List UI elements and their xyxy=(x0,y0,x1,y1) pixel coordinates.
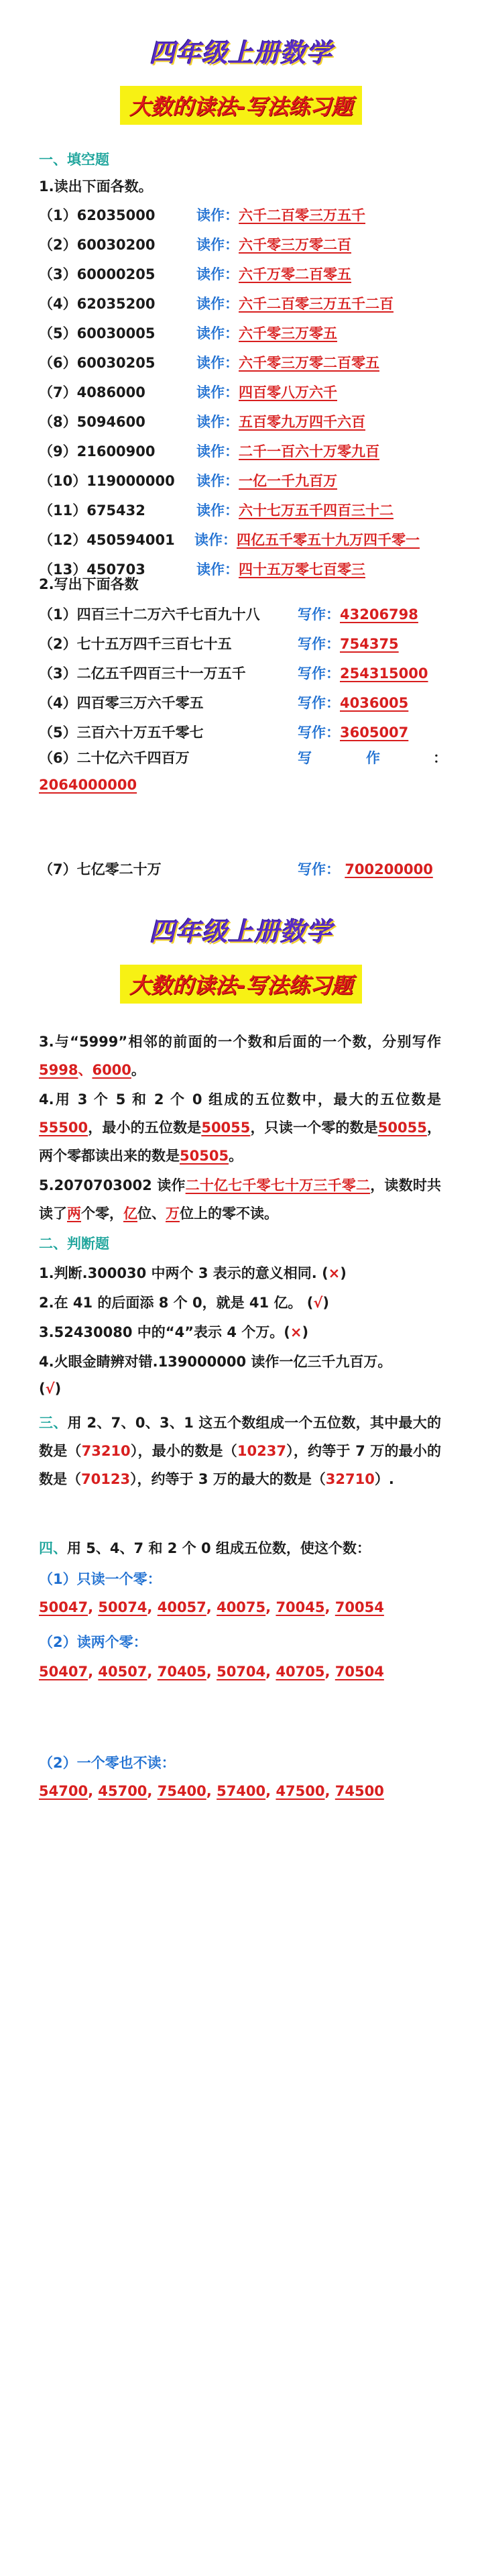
j3-mark: × xyxy=(290,1324,302,1340)
answer-separator: , xyxy=(265,1599,276,1615)
read-label: 读作： xyxy=(196,325,239,341)
question-5 xyxy=(39,1171,441,1228)
answer-number: 70054 xyxy=(335,1599,384,1615)
write-item xyxy=(39,722,204,742)
read-label: 读作： xyxy=(196,414,239,430)
read-item-answer: 六千零三万零二百零五 xyxy=(239,355,379,371)
write-item-6-answer xyxy=(39,777,137,793)
read-item-answer-row xyxy=(194,529,420,549)
read-item-answer-row xyxy=(196,500,394,520)
read-item-number: （7）4086000 xyxy=(39,384,145,400)
s4-part-1-answers xyxy=(39,1599,384,1615)
read-item-number: （10）119000000 xyxy=(39,473,175,489)
answer-separator: , xyxy=(206,1664,217,1680)
write-item-number: （5）三百六十万五千零七 xyxy=(39,724,204,741)
read-label: 读作： xyxy=(196,561,239,578)
read-label: 读作： xyxy=(196,502,239,519)
s4-part-2-text: （2）读两个零： xyxy=(39,1634,147,1650)
answer-separator: , xyxy=(324,1783,335,1799)
read-item-answer: 六千零三万零五 xyxy=(239,325,337,341)
write-item-number: （3）二亿五千四百三十一万五千 xyxy=(39,665,246,682)
q4-answer-4: 50505 xyxy=(180,1148,229,1164)
answer-number: 74500 xyxy=(335,1783,384,1799)
j2-end: ) xyxy=(322,1295,329,1311)
q4-mid-1: ，最小的五位数是 xyxy=(88,1120,202,1136)
read-item-answer-row xyxy=(196,559,365,579)
page-title: 四年级上册数学 xyxy=(149,38,333,68)
s3-mid-2: ），约等于 7 万的最小的数是（ xyxy=(39,1443,442,1487)
write-item-answer-row xyxy=(298,692,408,712)
answer-number: 57400 xyxy=(217,1783,266,1799)
s3-answer-2: 10237 xyxy=(237,1443,286,1459)
read-item-answer-row xyxy=(196,323,337,343)
write-label: 写作： xyxy=(298,606,340,623)
answer-number: 50704 xyxy=(217,1664,266,1680)
write-label: 写作： xyxy=(298,724,340,741)
read-item xyxy=(39,470,175,490)
read-item xyxy=(39,264,156,284)
read-item-number: （13）450703 xyxy=(39,561,145,578)
q5-end: 位上的零不读。 xyxy=(180,1205,278,1222)
j4-mark: √ xyxy=(45,1381,55,1397)
write-item-6 xyxy=(39,747,190,767)
write-item-answer: 3605007 xyxy=(340,724,409,741)
s3-mid-3: ），约等于 3 万的最大的数是（ xyxy=(130,1471,326,1487)
read-item-number: （9）21600900 xyxy=(39,443,156,460)
read-item-answer-row xyxy=(196,352,379,372)
question-4 xyxy=(39,1085,441,1170)
read-item-answer: 六十七万五千四百三十二 xyxy=(239,502,394,519)
q5-mid-2: 个零， xyxy=(81,1205,123,1222)
write-item xyxy=(39,692,204,712)
q4-answer-1: 55500 xyxy=(39,1120,88,1136)
answer-number: 70045 xyxy=(276,1599,325,1615)
page-subtitle-2: 大数的读法-写法练习题 xyxy=(120,965,362,1004)
read-item xyxy=(39,529,175,549)
j3-text: 3.52430080 中的“4”表示 4 个万。( xyxy=(39,1324,290,1340)
write-item-7-label xyxy=(298,859,433,879)
read-item-answer: 五百零九万四千六百 xyxy=(239,414,365,430)
answer-number: 40057 xyxy=(157,1599,206,1615)
read-item-answer-row xyxy=(196,441,379,461)
write-item-6-answer-text: 2064000000 xyxy=(39,777,137,793)
write-item-number: （1）四百三十二万六千七百九十八 xyxy=(39,606,260,623)
read-item-number: （2）60030200 xyxy=(39,237,156,253)
read-item-answer-row xyxy=(196,411,365,431)
q4-mid-3: ，两个零都读出来的数是 xyxy=(39,1120,441,1164)
q5-mid-3: 位、 xyxy=(137,1205,166,1222)
question-3 xyxy=(39,1028,441,1084)
read-label: 读作： xyxy=(196,355,239,371)
j1-mark: × xyxy=(328,1265,341,1281)
write-label: 写作： xyxy=(298,695,340,711)
write-label-b: 作 xyxy=(366,750,380,766)
write-item xyxy=(39,604,260,624)
read-label: 读作： xyxy=(196,237,239,253)
q3-end: 。 xyxy=(131,1062,145,1078)
read-item-answer: 四十五万零七百零三 xyxy=(239,561,365,578)
read-item-answer: 二千一百六十万零九百 xyxy=(239,443,379,460)
read-label: 读作： xyxy=(196,207,239,223)
s4-part-3-answers xyxy=(39,1783,384,1799)
answer-separator: , xyxy=(147,1783,158,1799)
q5-answer-1: 二十亿七千零七十万三千零二 xyxy=(185,1177,371,1193)
subtitle-wrap xyxy=(0,86,482,125)
q4-answer-2: 50055 xyxy=(201,1120,251,1136)
judge-item-4 xyxy=(39,1351,391,1371)
read-item xyxy=(39,205,156,225)
j2-mark: √ xyxy=(313,1295,323,1311)
write-item-answer: 754375 xyxy=(340,636,399,652)
read-item xyxy=(39,352,156,372)
write-label: 写作： xyxy=(298,665,340,682)
s4-part-2-answers xyxy=(39,1664,384,1680)
answer-separator: , xyxy=(265,1664,276,1680)
answer-number: 54700 xyxy=(39,1783,88,1799)
read-item-answer: 六千二百零三万五千 xyxy=(239,207,365,223)
q4-mid-2: ，只读一个零的数是 xyxy=(250,1120,378,1136)
answer-number: 45700 xyxy=(98,1783,147,1799)
write-colon: ： xyxy=(433,750,447,766)
write-item-7-number: （7）七亿零二十万 xyxy=(39,861,162,877)
read-item-answer-row xyxy=(196,293,394,313)
section-4-question xyxy=(39,1538,371,1558)
read-item xyxy=(39,500,145,520)
read-item xyxy=(39,323,156,343)
answer-number: 75400 xyxy=(157,1783,206,1799)
write-item-answer-row xyxy=(298,663,428,683)
s3-answer-3: 70123 xyxy=(81,1471,131,1487)
q3-answer-1: 5998 xyxy=(39,1062,78,1078)
answer-separator: , xyxy=(147,1599,158,1615)
answer-number: 50407 xyxy=(39,1664,88,1680)
read-item-number: （11）675432 xyxy=(39,502,145,519)
read-item-answer-row xyxy=(196,205,365,225)
j4-open: ( xyxy=(39,1381,46,1397)
s3-mid-1: ），最小的数是（ xyxy=(130,1443,237,1459)
q4-answer-3: 50055 xyxy=(377,1120,427,1136)
read-item xyxy=(39,234,156,254)
read-item xyxy=(39,411,145,431)
q4-text: 4.用 3 个 5 和 2 个 0 组成的五位数中，最大的五位数是 xyxy=(39,1091,441,1108)
read-label: 读作： xyxy=(196,443,239,460)
write-item-6-label xyxy=(298,747,312,767)
answer-number: 40705 xyxy=(276,1664,325,1680)
judge-item-1 xyxy=(39,1263,347,1283)
s4-part-3-label xyxy=(39,1752,176,1772)
write-item xyxy=(39,633,232,653)
answer-separator: , xyxy=(88,1664,99,1680)
read-label: 读作： xyxy=(196,473,239,489)
page-subtitle: 大数的读法-写法练习题 xyxy=(120,86,362,125)
read-item-answer: 六千二百零三万五千二百 xyxy=(239,296,394,312)
read-item-number: （6）60030205 xyxy=(39,355,156,371)
write-item-answer: 4036005 xyxy=(340,695,409,711)
q5-text: 5.2070703002 读作 xyxy=(39,1177,186,1193)
write-item-number: （2）七十五万四千三百七十五 xyxy=(39,636,232,652)
j2-text: 2.在 41 的后面添 8 个 0，就是 41 亿。 ( xyxy=(39,1295,314,1311)
j1-end: ) xyxy=(340,1265,347,1281)
q5-answer-2: 两 xyxy=(67,1205,81,1222)
s3-text: 用 2、7、0、3、1 这五个数组成一个五位数，其中最大的数是（ xyxy=(39,1415,441,1459)
answer-separator: , xyxy=(265,1783,276,1799)
read-item-number: （8）5094600 xyxy=(39,414,145,430)
read-label: 读作： xyxy=(196,384,239,400)
q4-end: 。 xyxy=(229,1148,243,1164)
q3-answer-2: 6000 xyxy=(92,1062,131,1078)
answer-number: 50047 xyxy=(39,1599,88,1615)
write-item-answer: 254315000 xyxy=(340,665,428,682)
question-2-title: 2.写出下面各数 xyxy=(39,576,139,592)
q3-text: 3.与“5999”相邻的前面的一个数和后面的一个数，分别写作 xyxy=(39,1034,441,1050)
answer-separator: , xyxy=(206,1783,217,1799)
read-item-answer-row xyxy=(196,234,351,254)
s3-answer-4: 32710 xyxy=(325,1471,375,1487)
read-label: 读作： xyxy=(194,532,237,548)
read-item-number: （4）62035200 xyxy=(39,296,156,312)
write-item xyxy=(39,663,246,683)
write-label: 写作： xyxy=(298,636,340,652)
s4-part-2-label xyxy=(39,1631,147,1652)
q3-sep: 、 xyxy=(78,1062,93,1078)
question-1-title: 1.读出下面各数。 xyxy=(39,178,153,195)
section-3-head: 三、 xyxy=(39,1415,68,1431)
read-item xyxy=(39,441,156,461)
read-label: 读作： xyxy=(196,266,239,282)
j4-text: 4.火眼金睛辨对错.139000000 读作一亿三千九百万。 xyxy=(39,1354,392,1370)
write-item-number: （4）四百零三万六千零五 xyxy=(39,695,204,711)
answer-number: 70405 xyxy=(157,1664,206,1680)
s4-part-1-label xyxy=(39,1568,162,1589)
answer-separator: , xyxy=(88,1599,99,1615)
section-fill-blank: 一、填空题 xyxy=(39,152,109,168)
answer-number: 70504 xyxy=(335,1664,384,1680)
section-4-head: 四、 xyxy=(39,1540,67,1556)
write-item-7-answer: 700200000 xyxy=(345,861,433,877)
read-item-answer: 一亿一千九百万 xyxy=(239,473,337,489)
s3-end: ）. xyxy=(374,1471,394,1487)
j4-close: ) xyxy=(54,1381,62,1397)
section-3-question xyxy=(39,1409,441,1493)
answer-separator: , xyxy=(206,1599,217,1615)
read-item-answer: 六千万零二百零五 xyxy=(239,266,351,282)
q5-mid-1: ，读数时共读了 xyxy=(39,1177,442,1222)
read-item-answer-row xyxy=(196,470,337,490)
s4-part-3-text: （2）一个零也不读： xyxy=(39,1755,176,1771)
j3-end: ) xyxy=(302,1324,309,1340)
read-item-number: （5）60030005 xyxy=(39,325,156,341)
write-item-answer-row xyxy=(298,604,418,624)
s4-text: 用 5、4、7 和 2 个 0 组成五位数，使这个数： xyxy=(67,1540,371,1556)
read-item xyxy=(39,382,145,402)
judge-item-2 xyxy=(39,1292,329,1312)
write-item-answer-row xyxy=(298,722,408,742)
answer-number: 47500 xyxy=(276,1783,325,1799)
read-item-answer-row xyxy=(196,264,351,284)
write-item-answer-row xyxy=(298,633,399,653)
section-true-false: 二、判断题 xyxy=(39,1236,109,1252)
answer-number: 40507 xyxy=(98,1664,147,1680)
j1-text: 1.判断.300030 中两个 3 表示的意义相同. ( xyxy=(39,1265,328,1281)
write-item-6-label-b xyxy=(366,747,380,767)
q5-answer-3: 亿 xyxy=(123,1205,137,1222)
read-item xyxy=(39,293,156,313)
write-item-answer: 43206798 xyxy=(340,606,418,623)
read-item-answer: 六千零三万零二百 xyxy=(239,237,351,253)
answer-number: 50074 xyxy=(98,1599,147,1615)
write-item-6-number: （6）二十亿六千四百万 xyxy=(39,750,190,766)
read-item-number: （3）60000205 xyxy=(39,266,156,282)
read-label: 读作： xyxy=(196,296,239,312)
answer-separator: , xyxy=(147,1664,158,1680)
read-item-number: （12）450594001 xyxy=(39,532,175,548)
judge-item-3 xyxy=(39,1322,308,1342)
write-label-a: 写 xyxy=(298,750,312,766)
read-item-answer-row xyxy=(196,382,337,402)
subtitle-wrap-2 xyxy=(0,965,482,1004)
write-item-7 xyxy=(39,859,162,879)
answer-separator: , xyxy=(324,1664,335,1680)
s3-answer-1: 73210 xyxy=(81,1443,131,1459)
answer-number: 40075 xyxy=(217,1599,266,1615)
write-item-6-colon xyxy=(433,747,447,767)
answer-separator: , xyxy=(324,1599,335,1615)
write-label: 写作： xyxy=(298,861,340,877)
read-item-answer: 四百零八万六千 xyxy=(239,384,337,400)
read-item-answer: 四亿五千零五十九万四千零一 xyxy=(237,532,420,548)
read-item-number: （1）62035000 xyxy=(39,207,156,223)
q5-answer-4: 万 xyxy=(166,1205,180,1222)
page-title-2: 四年级上册数学 xyxy=(149,917,333,947)
answer-separator: , xyxy=(88,1783,99,1799)
judge-item-4-answer xyxy=(39,1381,61,1397)
s4-part-1-text: （1）只读一个零： xyxy=(39,1571,162,1587)
